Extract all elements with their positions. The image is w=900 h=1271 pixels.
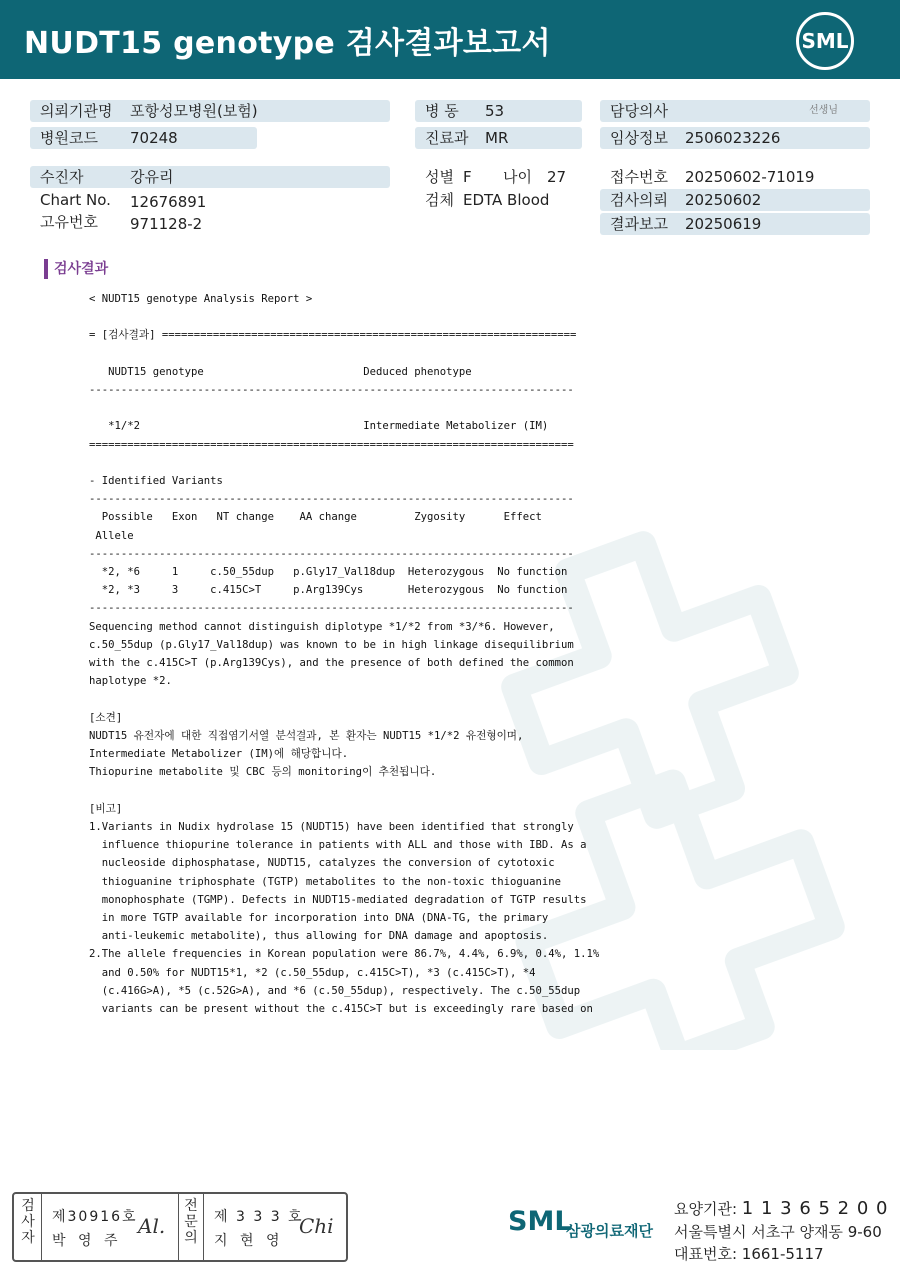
- facility-code-label: 요양기관:: [674, 1200, 742, 1218]
- section-title: 검사결과: [44, 259, 108, 279]
- age-value: 27: [547, 168, 567, 186]
- report-date-row: [600, 213, 870, 235]
- specialist-name: 지 현 영: [214, 1233, 284, 1249]
- institution-label: 의뢰기관명: [40, 102, 113, 120]
- foundation-logo: [508, 1198, 668, 1258]
- ward-row: [415, 100, 582, 122]
- hospital-code-label: 병원코드: [40, 129, 98, 147]
- facility-code-value: 1 1 3 6 5 2 0 0: [741, 1198, 889, 1219]
- report-title: NUDT15 genotype 검사결과보고서: [24, 26, 551, 61]
- sex-label: 성별: [425, 168, 454, 186]
- institution-row: [30, 100, 390, 122]
- report-body: < NUDT15 genotype Analysis Report > = [검사결과] ================================================================= NUDT15 genotype Deduced phenotype ---------------------------------------------------------------------------- *1/*2 Intermediate Metabolizer (IM) ============================================================================ - Identified Variants ---------------------------------------------------------------------------- Possible Exon NT change AA change Zygosity Effect Allele ---------------------------------------------------------------------------- *2, *6 1 c.50_55dup p.Gly17_Val18dup Heterozygous No function *2, *3 3 c.415C>T p.Arg139Cys Heterozygous No function ---------------------------------------------------------------------------- Sequencing method cannot distinguish diplotype *1/*2 from *3/*6. However, c.50_55dup (p.Gly17_Val18dup) was known to be in high linkage disequilibrium with the c.415C>T (p.Arg139Cys), and the presence of both defined the common haplotype *2. [소견] NUDT15 유전자에 대한 직접염기서열 분석결과, 본 환자는 NUDT15 *1/*2 유전형이며, Intermediate Metabolizer (IM)에 해당합니다. Thiopurine metabolite 및 CBC 등의 monitoring이 추천됩니다. [비고] 1.Variants in Nudix hydrolase 15 (NUDT15) have been identified that strongly influence thiopurine tolerance in patients with ALL and those with IBD. As a nucleoside diphosphatase, NUDT15, catalyzes the conversion of cytotoxic thioguanine triphosphate (TGTP) metabolites to the non-toxic thioguanine monophosphate (TGMP). Defects in NUDT15-mediated degradation of TGTP results in more TGTP available for incorporation into DNA (DNA-TG, the primary anti-leukemic metabolite), thus allowing for DNA damage and apoptosis. 2.The allele frequencies in Korean population were 86.7%, 4.4%, 6.9%, 0.4%, 1.1% and 0.50% for NUDT15*1, *2 (c.50_55dup, c.415C>T), *3 (c.415C>T), *4 (c.416G>A), *5 (c.52G>A), and *6 (c.50_55dup), respectively. The c.50_55dup variants can be present without the c.415C>T but is exceedingly rare based on: [89, 293, 600, 1015]
- specialist-signature: Chi: [299, 1214, 334, 1238]
- doctor-row: [600, 100, 870, 122]
- clinical-info-value: 2506023226: [685, 129, 781, 147]
- unique-no-value: 971128-2: [130, 215, 203, 233]
- department-label: 진료과: [425, 129, 469, 147]
- chart-no-label: Chart No.: [40, 191, 111, 209]
- patient-value: 강유리: [130, 168, 174, 186]
- unique-no-label: 고유번호: [40, 213, 98, 231]
- phone-value: 1661-5117: [741, 1245, 824, 1263]
- logo-text: SML: [801, 29, 849, 53]
- report-header: [0, 0, 900, 79]
- specimen-label: 검체: [425, 191, 454, 209]
- phone: [674, 1243, 824, 1264]
- chart-no-value: 12676891: [130, 193, 207, 211]
- sex-value: F: [463, 168, 472, 186]
- hospital-code-row: [30, 127, 257, 149]
- patient-label: 수진자: [40, 168, 84, 186]
- report-date-label: 결과보고: [610, 215, 668, 233]
- request-date-row: [600, 189, 870, 211]
- specialist-license: 제 3 3 3 호: [214, 1209, 304, 1225]
- examiner-name: 박 영 주: [52, 1233, 122, 1249]
- department-row: [415, 127, 582, 149]
- hospital-code-value: 70248: [130, 129, 178, 147]
- age-label: 나이: [503, 168, 532, 186]
- request-date-label: 검사의뢰: [610, 191, 668, 209]
- phone-label: 대표번호:: [674, 1245, 742, 1263]
- report-date-value: 20250619: [685, 215, 762, 233]
- specimen-value: EDTA Blood: [463, 191, 550, 209]
- ward-label: 병 동: [425, 102, 459, 120]
- receipt-no-value: 20250602-71019: [685, 168, 815, 186]
- facility-code: [674, 1198, 888, 1219]
- institution-value: 포항성모병원(보험): [130, 102, 258, 120]
- patient-row: [30, 166, 390, 188]
- doctor-suffix: 선생님: [809, 105, 838, 116]
- sml-logo: [796, 12, 854, 70]
- foundation-name: 삼광의료재단: [566, 1222, 653, 1240]
- examiner-license: 제30916호: [52, 1209, 138, 1225]
- examiner-label: 검 사 자: [21, 1198, 35, 1246]
- footer-logo-text: SML: [508, 1206, 572, 1237]
- doctor-label: 담당의사: [610, 102, 668, 120]
- department-value: MR: [485, 129, 509, 147]
- request-date-value: 20250602: [685, 191, 762, 209]
- receipt-no-label: 접수번호: [610, 168, 668, 186]
- examiner-signature: Al.: [138, 1214, 166, 1238]
- clinical-info-label: 임상정보: [610, 129, 668, 147]
- address: 서울특별시 서초구 양재동 9-60: [674, 1223, 882, 1241]
- signoff-box: [12, 1192, 348, 1262]
- ward-value: 53: [485, 102, 505, 120]
- clinical-info-row: [600, 127, 870, 149]
- specialist-label: 전 문 의: [184, 1198, 198, 1246]
